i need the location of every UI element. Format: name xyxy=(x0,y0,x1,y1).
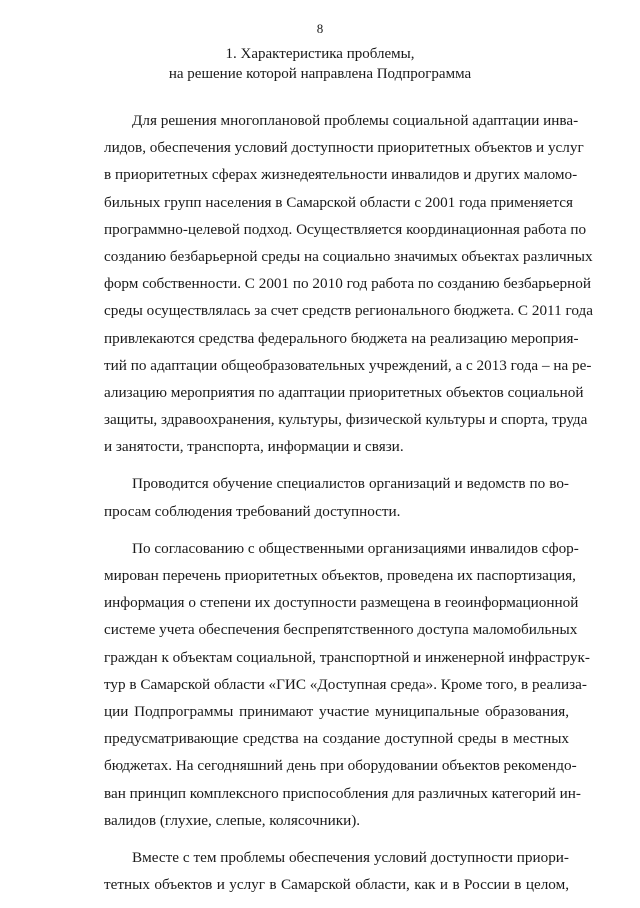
text-line: бюджетах. На сегодняшний день при оборудовании объектов рекомендо- xyxy=(104,757,577,775)
text-line: и занятости, транспорта, информации и связи. xyxy=(104,438,404,456)
paragraph-4 xyxy=(104,844,569,898)
paragraph-3 xyxy=(104,535,590,834)
body-text xyxy=(104,107,593,908)
text-line: Для решения многоплановой проблемы социальной адаптации инва- xyxy=(132,112,579,129)
section-title-line-2: на решение которой направлена Подпрограмма xyxy=(168,66,472,82)
text-line: предусматривающие средства на создание доступной среды в местных xyxy=(104,730,569,748)
text-line: информация о степени их доступности размещена в геоинформационной xyxy=(104,594,579,612)
text-line: Вместе с тем проблемы обеспечения условий доступности приори- xyxy=(132,848,569,866)
text-line: ализацию мероприятия по адаптации приоритетных объектов социальной xyxy=(104,383,584,401)
text-line: граждан к объектам социальной, транспортной и инженерной инфраструк- xyxy=(104,648,590,666)
text-line: тий по адаптации общеобразовательных учреждений, а с 2013 года – на ре- xyxy=(104,356,592,374)
text-line: просам соблюдения требований доступности. xyxy=(104,502,401,520)
text-line: защиты, здравоохранения, культуры, физической культуры и спорта, труда xyxy=(104,411,588,429)
paragraph-2 xyxy=(104,470,569,524)
text-line: ции Подпрограммы принимают участие муниципальные образования, xyxy=(104,702,569,720)
page-number: 8 xyxy=(316,21,324,36)
text-line: бильных групп населения в Самарской области с 2001 года применяется xyxy=(104,193,573,211)
text-line: тур в Самарской области «ГИС «Доступная среда». Кроме того, в реализа- xyxy=(104,675,587,693)
text-line: среды осуществлялась за счет средств регионального бюджета. С 2011 года xyxy=(104,302,593,320)
text-line: созданию безбарьерной среды на социально значимых объектах различных xyxy=(104,247,593,265)
text-line: Проводится обучение специалистов организаций и ведомств по во- xyxy=(132,475,569,493)
text-line: ван принцип комплексного приспособления для различных категорий ин- xyxy=(104,784,581,802)
text-line: валидов (глухие, слепые, колясочники). xyxy=(104,811,361,829)
section-title-line-1: 1. Характеристика проблемы, xyxy=(225,46,415,62)
text-line: в приоритетных сферах жизнедеятельности инвалидов и других маломо- xyxy=(104,166,578,184)
text-line: По согласованию с общественными организациями инвалидов сфор- xyxy=(132,539,579,557)
text-line: лидов, обеспечения условий доступности приоритетных объектов и услуг xyxy=(104,139,584,157)
text-line: программно-целевой подход. Осуществляется координационная работа по xyxy=(104,220,587,238)
section-title xyxy=(0,44,640,84)
text-line: форм собственности. С 2001 по 2010 год работа по созданию безбарьерной xyxy=(104,275,592,293)
text-line: привлекаются средства федерального бюджета на реализацию мероприя- xyxy=(104,329,579,347)
text-line: мирован перечень приоритетных объектов, проведена их паспортизация, xyxy=(104,567,576,584)
paragraph-1 xyxy=(104,107,593,460)
text-line: тетных объектов и услуг в Самарской области, как и в России в целом, xyxy=(104,876,569,894)
text-line: системе учета обеспечения беспрепятственного доступа маломобильных xyxy=(104,621,578,639)
